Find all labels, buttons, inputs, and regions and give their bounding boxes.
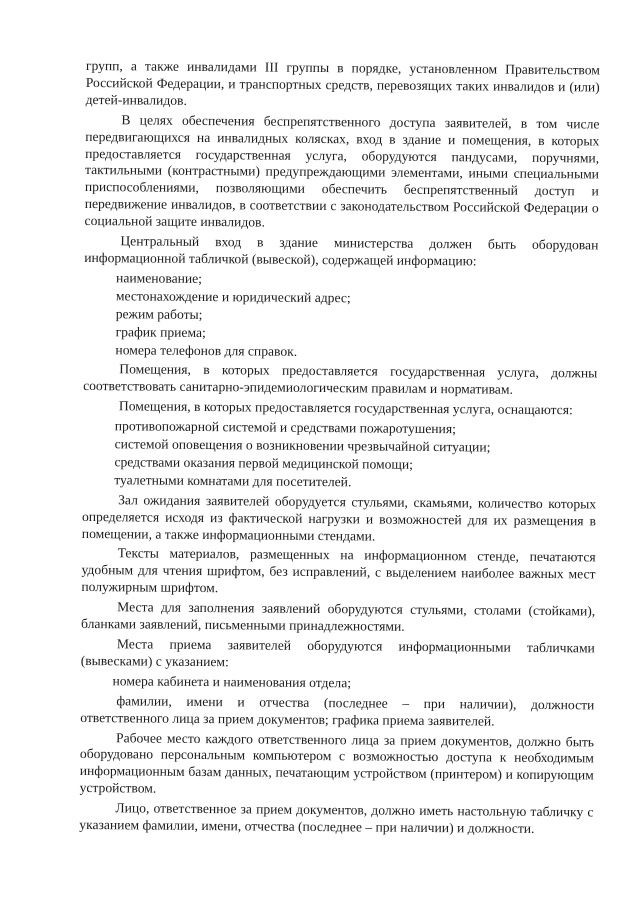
paragraph: фамилии, имени и отчества (последнее – при наличии), должности ответственного лица за прием документов; графика приема заявителей.	[80, 693, 595, 729]
paragraph: В целях обеспечения беспрепятственного доступа заявителей, в том числе передвигающихся на инвалидных колясках, вход в здание и помещения, в которых предоставляется государственная услуга, оборудуются пандусами, поручнями, тактильными (контрастными) предупреждающими элементами, иными специальными приспособлениями, позволяющими обеспечить беспрепятственный доступ и передвижение инвалидов, в соответствии с законодательством Российской Федерации о социальной защите инвалидов.	[84, 112, 600, 230]
list-item: средствами оказания первой медицинской помощи;	[114, 454, 414, 472]
list-item: наименование;	[116, 270, 203, 286]
document-body	[79, 58, 600, 838]
list-item: местонахождение и юридический адрес;	[115, 288, 351, 306]
paragraph: Места приема заявителей оборудуются информационными табличками (вывесками) с указанием:	[80, 636, 595, 670]
paragraph: Лицо, ответственное за прием документов, должно иметь настольную табличку с указанием фамилии, имени, отчества (последнее – при наличии) и должности.	[79, 800, 594, 837]
list-item: номера кабинета и наименования отдела;	[112, 673, 352, 691]
paragraph: Зал ожидания заявителей оборудуется стульями, скамьями, количество которых определяется исходя из фактической нагрузки и возможностей для их размещения в помещении, а также информационными стендами.	[81, 492, 597, 544]
list-item: туалетными комнатами для посетителей.	[114, 472, 352, 490]
paragraph: групп, а также инвалидами III группы в порядке, установленном Правительством Российской Федерации, и транспортных средств, перевозящих таких инвалидов и (или) детей-инвалидов.	[85, 58, 600, 108]
list-item: противопожарной системой и средствами пожаротушения;	[114, 418, 456, 437]
paragraph: Рабочее место каждого ответственного лица за прием документов, должно быть оборудовано персональным компьютером с возможностью доступа к необходимым информационным базам данных, печатающим устройством (принтером) и копирующим устройством.	[79, 729, 595, 796]
paragraph: Места для заполнения заявлений оборудуются стульями, столами (стойками), бланками заявлений, письменными принадлежностями.	[80, 599, 596, 634]
paragraph: Тексты материалов, размещенных на информационном стенде, печатаются удобным для чтения шрифтом, без исправлений, с выделением наиболее важных мест полужирным шрифтом.	[81, 545, 596, 596]
paragraph: Помещения, в которых предоставляется государственная услуга, должны соответствовать санитарно-эпидемиологическим правилам и нормативам.	[83, 361, 598, 398]
paragraph: Центральный вход в здание министерства должен быть оборудован информационной табличкой (вывеской), содержащей информацию:	[84, 233, 599, 269]
list-item: режим работы;	[115, 305, 203, 322]
paragraph: Помещения, в которых предоставляется государственная услуга, оснащаются:	[118, 398, 573, 418]
list-item: системой оповещения о возникновении чрезвычайной ситуации;	[114, 436, 491, 455]
list-item: график приема;	[115, 323, 206, 340]
list-item: номера телефонов для справок.	[115, 341, 298, 359]
